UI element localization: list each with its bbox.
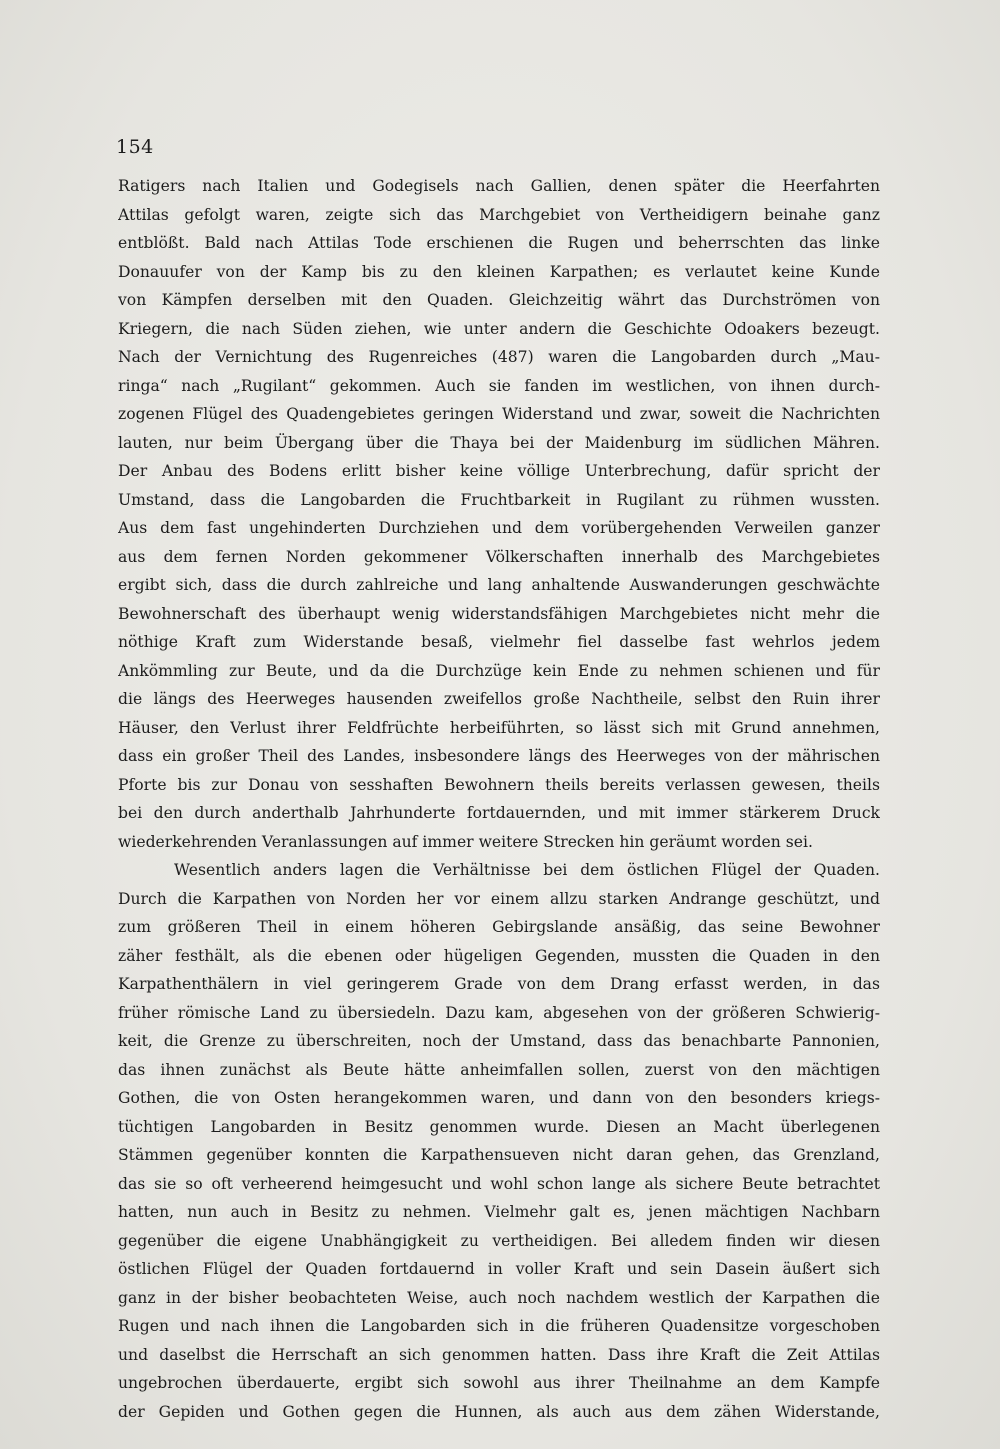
text-line: entblößt. Bald nach Attilas Tode erschienen die Rugen und beherrschten das linke xyxy=(118,234,880,252)
text-line: Bewohnerschaft des überhaupt wenig widerstandsfähigen Marchgebietes nicht mehr die xyxy=(118,604,880,623)
text-line: zum größeren Theil in einem höheren Gebirgslande ansäßig, das seine Bewohner xyxy=(118,918,880,936)
text-line: früher römische Land zu übersiedeln. Dazu kam, abgesehen von der größeren Schwierig- xyxy=(118,1003,880,1022)
text-line: ergibt sich, dass die durch zahlreiche und lang anhaltende Auswanderungen geschwächte xyxy=(118,576,880,594)
text-line: Karpathenthälern in viel geringerem Grade von dem Drang erfasst werden, in das xyxy=(118,975,880,993)
text-line: das ihnen zunächst als Beute hätte anheimfallen sollen, zuerst von den mächtigen xyxy=(118,1060,880,1079)
text-line: Attilas gefolgt waren, zeigte sich das Marchgebiet von Vertheidigern beinahe ganz xyxy=(118,205,880,224)
text-line: tüchtigen Langobarden in Besitz genommen wurde. Diesen an Macht überlegenen xyxy=(118,1117,880,1136)
text-line: Pforte bis zur Donau von sesshaften Bewohnern theils bereits verlassen gewesen, theils xyxy=(118,775,880,794)
text-line: Rugen und nach ihnen die Langobarden sich in die früheren Quadensitze vorgeschoben xyxy=(118,1317,880,1335)
text-line: keit, die Grenze zu überschreiten, noch der Umstand, dass das benachbarte Pannonien, xyxy=(118,1032,880,1050)
text-line: ganz in der bisher beobachteten Weise, auch noch nachdem westlich der Karpathen die xyxy=(118,1288,880,1307)
text-line: aus dem fernen Norden gekommener Völkerschaften innerhalb des Marchgebietes xyxy=(118,547,880,566)
text-line: bei den durch anderthalb Jahrhunderte fortdauernden, und mit immer stärkerem Druck xyxy=(118,804,880,822)
text-line: von Kämpfen derselben mit den Quaden. Gleichzeitig währt das Durchströmen von xyxy=(118,291,880,309)
text-line: zogenen Flügel des Quadengebietes geringen Widerstand und zwar, soweit die Nachrichten xyxy=(118,405,880,423)
text-line: der Gepiden und Gothen gegen die Hunnen, als auch aus dem zähen Widerstande, xyxy=(118,1402,880,1421)
text-line: nöthige Kraft zum Widerstande besaß, vielmehr fiel dasselbe fast wehrlos jedem xyxy=(118,633,880,651)
page-number: 154 xyxy=(116,136,154,158)
body-text xyxy=(118,172,880,1426)
text-line: Aus dem fast ungehinderten Durchziehen und dem vorübergehenden Verweilen ganzer xyxy=(118,519,880,537)
text-line: Ratigers nach Italien und Godegisels nach Gallien, denen später die Heerfahrten xyxy=(118,177,880,195)
text-line: und daselbst die Herrschaft an sich genommen hatten. Dass ihre Kraft die Zeit Attilas xyxy=(118,1345,880,1364)
text-line: das sie so oft verheerend heimgesucht und wohl schon lange als sichere Beute betrachtet xyxy=(118,1174,880,1193)
text-line: Durch die Karpathen von Norden her vor einem allzu starken Andrange geschützt, und xyxy=(118,889,880,908)
text-line: zäher festhält, als die ebenen oder hügeligen Gegenden, mussten die Quaden in den xyxy=(118,946,880,965)
text-line: Stämmen gegenüber konnten die Karpathensueven nicht daran gehen, das Grenzland, xyxy=(118,1146,880,1164)
text-line: die längs des Heerweges hausenden zweifellos große Nachtheile, selbst den Ruin ihrer xyxy=(118,690,880,708)
text-line: ungebrochen überdauerte, ergibt sich sowohl aus ihrer Theilnahme an dem Kampfe xyxy=(118,1374,880,1392)
text-line: dass ein großer Theil des Landes, insbesondere längs des Heerweges von der mährischen xyxy=(118,747,880,765)
text-line: Wesentlich anders lagen die Verhältnisse bei dem östlichen Flügel der Quaden. xyxy=(174,861,880,879)
text-line: Häuser, den Verlust ihrer Feldfrüchte herbeiführten, so lässt sich mit Grund annehmen, xyxy=(118,718,880,737)
text-line: Donauufer von der Kamp bis zu den kleinen Karpathen; es verlautet keine Kunde xyxy=(118,262,880,281)
text-line: Gothen, die von Osten herangekommen waren, und dann von den besonders kriegs- xyxy=(118,1089,880,1107)
text-line: gegenüber die eigene Unabhängigkeit zu vertheidigen. Bei alledem finden wir diesen xyxy=(118,1231,880,1250)
text-line: Ankömmling zur Beute, und da die Durchzüge kein Ende zu nehmen schienen und für xyxy=(118,661,880,680)
text-line: lauten, nur beim Übergang über die Thaya bei der Maidenburg im südlichen Mähren. xyxy=(118,433,880,452)
text-line: Umstand, dass die Langobarden die Fruchtbarkeit in Rugilant zu rühmen wussten. xyxy=(118,490,880,509)
text-line: Kriegern, die nach Süden ziehen, wie unter andern die Geschichte Odoakers bezeugt. xyxy=(118,319,880,338)
text-line: östlichen Flügel der Quaden fortdauernd in voller Kraft und sein Dasein äußert sich xyxy=(118,1260,880,1278)
text-line: Nach der Vernichtung des Rugenreiches (487) waren die Langobarden durch „Mau- xyxy=(118,348,880,366)
text-line: wiederkehrenden Veranlassungen auf immer weitere Strecken hin geräumt worden sei. xyxy=(118,832,813,851)
text-line: hatten, nun auch in Besitz zu nehmen. Vielmehr galt es, jenen mächtigen Nachbarn xyxy=(118,1203,880,1221)
text-line: Der Anbau des Bodens erlitt bisher keine völlige Unterbrechung, dafür spricht der xyxy=(118,462,880,480)
text-line: ringa“ nach „Rugilant“ gekommen. Auch sie fanden im westlichen, von ihnen durch- xyxy=(118,376,880,395)
